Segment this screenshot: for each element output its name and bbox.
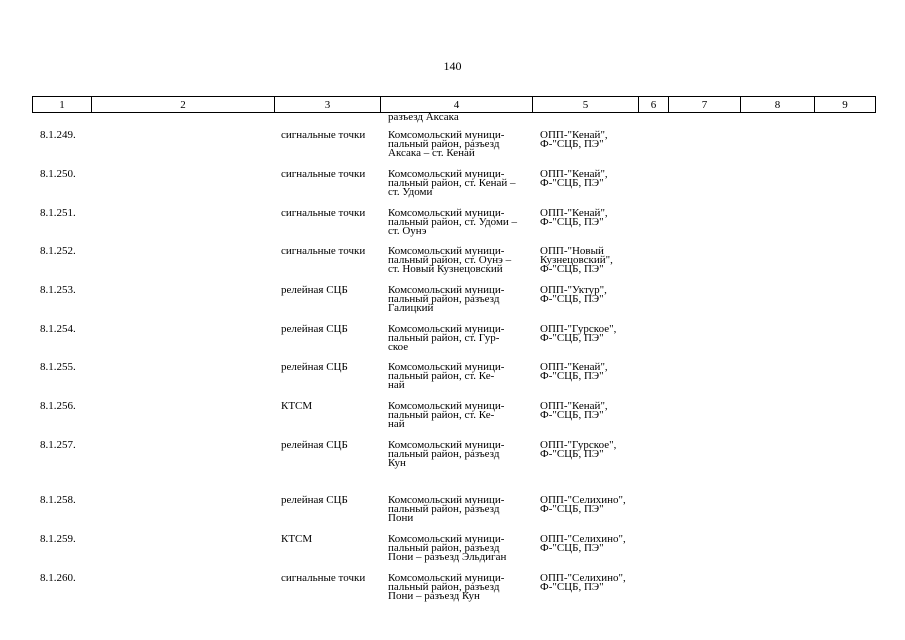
- object-type: КТСМ: [281, 533, 313, 545]
- object-owner: ОПП-"Кенай", Ф-"СЦБ, ПЭ": [540, 361, 608, 382]
- object-location: Комсомольский муници- пальный район, разъезд Пони – разъезд Кун: [388, 572, 505, 602]
- row-number: 8.1.257.: [40, 439, 76, 451]
- continuation-text: разъезд Аксака: [388, 111, 459, 123]
- row-number: 8.1.249.: [40, 129, 76, 141]
- row-number: 8.1.259.: [40, 533, 76, 545]
- object-owner: ОПП-"Гурское", Ф-"СЦБ, ПЭ": [540, 439, 617, 460]
- column-header-3: 3: [275, 97, 381, 113]
- object-location: Комсомольский муници- пальный район, разъезд Пони – разъезд Эльдиган: [388, 533, 507, 563]
- column-header-2: 2: [92, 97, 275, 113]
- object-location: Комсомольский муници- пальный район, ст. Кенай – ст. Удоми: [388, 168, 516, 198]
- row-number: 8.1.255.: [40, 361, 76, 373]
- object-type: сигнальные точки: [281, 129, 366, 141]
- row-number: 8.1.258.: [40, 494, 76, 506]
- object-location: Комсомольский муници- пальный район, разъезд Кун: [388, 439, 505, 469]
- object-type: релейная СЦБ: [281, 494, 348, 506]
- object-location: Комсомольский муници- пальный район, разъезд Аксака – ст. Кенай: [388, 129, 505, 159]
- object-type: релейная СЦБ: [281, 323, 348, 335]
- column-header-8: 8: [741, 97, 815, 113]
- column-header-6: 6: [639, 97, 669, 113]
- row-number: 8.1.254.: [40, 323, 76, 335]
- object-owner: ОПП-"Селихино", Ф-"СЦБ, ПЭ": [540, 494, 626, 515]
- column-header-9: 9: [815, 97, 876, 113]
- row-number: 8.1.253.: [40, 284, 76, 296]
- row-number: 8.1.252.: [40, 245, 76, 257]
- column-header-7: 7: [669, 97, 741, 113]
- object-owner: ОПП-"Гурское", Ф-"СЦБ, ПЭ": [540, 323, 617, 344]
- object-owner: ОПП-"Кенай", Ф-"СЦБ, ПЭ": [540, 129, 608, 150]
- row-number: 8.1.256.: [40, 400, 76, 412]
- object-location: Комсомольский муници- пальный район, ст. Ке- най: [388, 400, 505, 430]
- object-type: релейная СЦБ: [281, 284, 348, 296]
- object-location: Комсомольский муници- пальный район, разъезд Галицкий: [388, 284, 505, 314]
- object-owner: ОПП-"Кенай", Ф-"СЦБ, ПЭ": [540, 168, 608, 189]
- object-owner: ОПП-"Кенай", Ф-"СЦБ, ПЭ": [540, 400, 608, 421]
- object-type: сигнальные точки: [281, 168, 366, 180]
- object-type: сигнальные точки: [281, 572, 366, 584]
- object-type: релейная СЦБ: [281, 361, 348, 373]
- row-number: 8.1.251.: [40, 207, 76, 219]
- object-location: Комсомольский муници- пальный район, разъезд Пони: [388, 494, 505, 524]
- object-type: КТСМ: [281, 400, 313, 412]
- object-type: релейная СЦБ: [281, 439, 348, 451]
- object-owner: ОПП-"Селихино", Ф-"СЦБ, ПЭ": [540, 572, 626, 593]
- column-header-5: 5: [533, 97, 639, 113]
- object-location: Комсомольский муници- пальный район, ст. Гур- ское: [388, 323, 505, 353]
- row-number: 8.1.250.: [40, 168, 76, 180]
- object-owner: ОПП-"Новый Кузнецовский", Ф-"СЦБ, ПЭ": [540, 245, 613, 275]
- object-location: Комсомольский муници- пальный район, ст. Удоми – ст. Оунэ: [388, 207, 518, 237]
- object-owner: ОПП-"Селихино", Ф-"СЦБ, ПЭ": [540, 533, 626, 554]
- object-owner: ОПП-"Кенай", Ф-"СЦБ, ПЭ": [540, 207, 608, 228]
- row-number: 8.1.260.: [40, 572, 76, 584]
- column-header-4: 4: [381, 97, 533, 113]
- column-header-1: 1: [33, 97, 92, 113]
- object-owner: ОПП-"Уктур", Ф-"СЦБ, ПЭ": [540, 284, 607, 305]
- object-type: сигнальные точки: [281, 245, 366, 257]
- page-number: 140: [443, 59, 462, 73]
- object-type: сигнальные точки: [281, 207, 366, 219]
- object-location: Комсомольский муници- пальный район, ст. Ке- най: [388, 361, 505, 391]
- object-location: Комсомольский муници- пальный район, ст. Оунэ – ст. Новый Кузнецовский: [388, 245, 512, 275]
